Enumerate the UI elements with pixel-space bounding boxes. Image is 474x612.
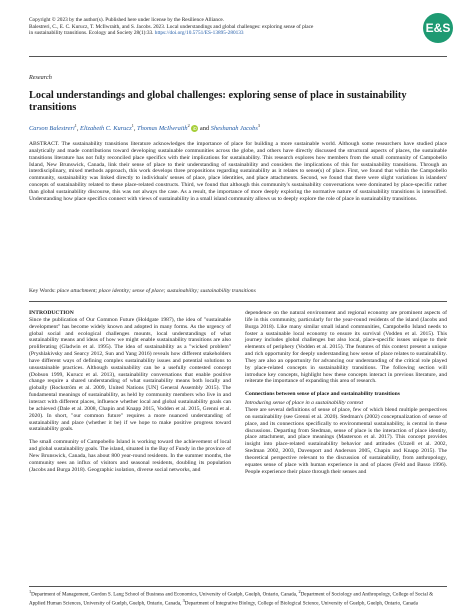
author-list <box>29 123 260 132</box>
author-link[interactable]: Thomas McIlwraith <box>137 125 188 133</box>
author-sup: 1 <box>74 123 77 128</box>
author-link[interactable]: Sheshanah Jacobs <box>210 125 258 133</box>
author-sup: 3 <box>257 123 260 128</box>
right-column <box>245 310 447 481</box>
author-separator: , <box>133 125 138 133</box>
keywords <box>29 288 447 295</box>
citation-line-2: in sustainability transitions. Ecology and Society 28(1):33. https://doi.org/10.5751/ES-13895-280133 <box>29 30 244 37</box>
journal-logo: E&S <box>423 13 453 43</box>
footnote-sup: 3 <box>182 597 185 603</box>
author-separator: , <box>76 125 81 133</box>
author-sup: 2 <box>187 123 190 128</box>
subsubsection-heading: Introducing sense of place in a sustainability context <box>245 400 364 407</box>
affiliations-footnote: $^1$Department of Management, Gordon S. Lang School of Business and Economics, University of Guelph, Guelph, Ontario, Canada, $^2$Department of Sociology and Anthropology, College of Social & Applied Human Sciences, University of Guelph, Guelph, Ontario, Canada, $^3$Department of Integrative Biology, College of Biological Science, University of Guelph, Guelph, Ontario, Canada <box>29 589 434 607</box>
paper-title: Local understandings and global challenges: exploring sense of place in sustainability transitions <box>29 90 407 114</box>
keywords-list: place attachment; place identity; sense of place; sustainability; sustainability transitions <box>57 288 256 294</box>
footnote-divider <box>29 586 447 587</box>
author-link[interactable]: Elizabeth C. Kurucz <box>80 125 132 133</box>
author-link[interactable]: Carson Balestreri <box>29 125 75 133</box>
citation-line: Balestreri, C., E. C. Kurucz, T. McIlwraith, and S. Jacobs. 2023. Local understandings and global challenges: exploring sense of place <box>29 23 314 30</box>
copyright-block <box>29 17 409 37</box>
section-heading: INTRODUCTION <box>29 310 74 316</box>
copyright-line: Copyright © 2023 by the author(s). Published here under license by the Resilience Alliance. <box>29 17 225 23</box>
keywords-label: Key Words: <box>29 288 56 294</box>
footnote-sup: 1 <box>29 589 32 594</box>
abstract: ABSTRACT. The sustainability transitions literature acknowledges the importance of place for building a more sustainable world. Although some researchers have studied place analytically and made contributions toward developing sustainable communities across the globe, and others have directly discussed the structural aspects of places, the sustainable transitions literature has not fully reconciled place specifics with their implications for sustainability. This research explores how members from the small community of Campobello Island, New Brunswick, Canada, link their sense of place to their understanding of sustainability and considers the implications of this for sustainability transitions. Through an interdisciplinary, mixed methods approach, this work develops three propositions regarding sustainability as it relates to sense(s) of place. First, we found that within the Campobello community, sustainability was linked directly to individuals' senses of place, place identities, and place attachments. Second, we found that there were slight variations in islanders' concepts of sustainability related to these place-related constructs. Third, we found that although this community's sustainability conversations were dominated by place-specific rather than global sustainability discourse, this was not always the case. As a result, the importance of more deeply exploring the normative nature of sustainability transitions is intensified. Understanding how place specifics connect with views of sustainability in a small island community allows us to deeply explore the role of place in sustainability transitions. <box>29 141 447 202</box>
doi-link[interactable]: https://doi.org/10.5751/ES-13895-280133 <box>154 30 244 37</box>
author-sup: 1 <box>131 123 134 128</box>
abstract-divider <box>29 301 447 302</box>
header-divider <box>29 56 447 57</box>
subsection-heading: Connections between sense of place and sustainability transitions <box>245 391 400 398</box>
author-separator: and <box>198 125 211 133</box>
section-label: Research <box>29 74 52 81</box>
left-column <box>29 310 231 479</box>
paragraph: dependence on the natural environment and regional economy are prominent aspects of life in this community, particularly for the year-round residents of the island (Jacobs and Burga 2018). Like many similar small island communities, Campobello Island needs to foster a sustainable local economy to ensure its survival (Vodden et al. 2015). This journey includes global challenges but also local, place-specific issues unique to their elements of periphery (Vodden et al. 2015). The features of this context present a unique and rich opportunity for deeply understanding how sense of place relates to sustainability. They are also an opportunity for advancing our understanding of the critical role played by place-related concepts in sustainability transitions. The following section will introduce key concepts, highlight how these concepts interact in previous literature, and reiterate the importance of expanding this area of research. <box>245 310 447 385</box>
footnote-sup: 2 <box>298 589 301 594</box>
paragraph: Since the publication of Our Common Future (Holdgate 1987), the idea of "sustainable development" has become widely known and adopted in many forms. As the urgency of global social and ecological challenges mounts, local understandings of what sustainability means and ideas of how we might enable sustainability transitions are also proliferating (Gladwin et al. 1995). The idea of sustainability as a "wicked problem" (Pryshlakivsky and Searcy 2012, Sun and Yang 2016) reveals how different stakeholders have different ways of defining complex sustainability issues and potential solutions to unsustainable practices. Although sustainability can be a usefully contested concept (Dobson 1999, Kurucz et al. 2013), sustainability conversations that enable positive change require a shared understanding of what sustainability means both locally and globally (Rockström et al. 2009, United Nations [UN] General Assembly 2015). The fundamental meanings of sustainability, as held by community members who live in and interact with different places, influence whether local and global sustainability goals can be achieved (Dale et al. 2008, Chapin and Knapp 2015, Vodden et al. 2015, Grenni et al. 2020). In short, "our common future" requires a more nuanced understanding of sustainability and place (whether it be) if we hope to make positive progress toward sustainability goals. <box>29 316 231 433</box>
paragraph: The small community of Campobello Island is working toward the achievement of local and global sustainability goals. The island, situated in the Bay of Fundy in the province of New Brunswick, Canada, has about 800 year-round residents. In the summer months, the community sees an influx of visitors and seasonal residents, doubling its population (Jacobs and Burga 2018). Geographic isolation, diverse social networks, and <box>29 439 231 473</box>
orcid-icon[interactable]: iD <box>192 126 197 132</box>
paragraph: There are several definitions of sense of place, few of which blend multiple perspectives on sustainability (see Grenni et al. 2020). Stedman's (2002) conceptualization of sense of place, and its connections specifically to environmental sustainability, is central in these discussions. Departing from Stedman, sense of place is the interaction of place identity, place attachment, and place meanings (Masterson et al. 2017). This concept provides insight into place-related sustainability behavior and attitudes (Uzzell et al. 2002, Stedman 2002, 2003, Davenport and Anderson 2005, Chapin and Knapp 2015). The theoretical perspective relevant to the discussion of sustainability, from anthropology, equates sense of place with human experience in and of places (Feld and Basso 1996). People experience their place through their senses and <box>245 406 447 475</box>
